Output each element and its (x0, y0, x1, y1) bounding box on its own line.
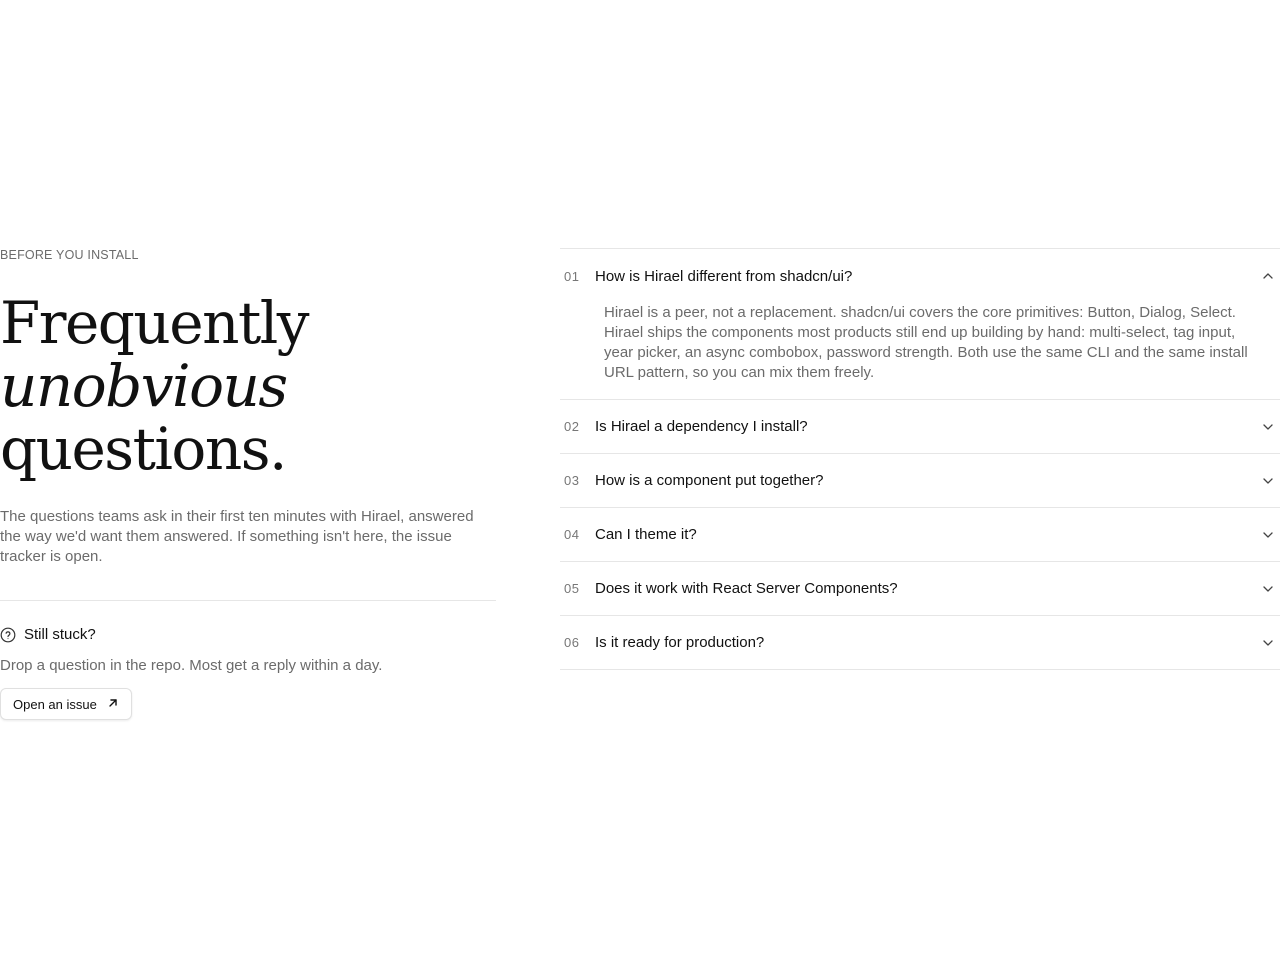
chevron-down-icon (1256, 583, 1280, 595)
faq-question-toggle[interactable] (560, 616, 1280, 669)
chevron-down-icon (1256, 637, 1280, 649)
faq-question: Does it work with React Server Components? (595, 580, 898, 597)
help-circle-icon (0, 627, 16, 643)
faq-question-toggle[interactable] (560, 454, 1280, 507)
faq-number: 06 (564, 635, 580, 650)
faq-number: 04 (564, 527, 580, 542)
arrow-up-right-icon (107, 697, 119, 712)
faq-question-toggle[interactable] (560, 508, 1280, 561)
faq-question-toggle[interactable] (560, 562, 1280, 615)
chevron-down-icon (1256, 529, 1280, 541)
faq-question-toggle[interactable] (560, 400, 1280, 453)
faq-item (560, 453, 1280, 507)
eyebrow: BEFORE YOU INSTALL (0, 248, 139, 262)
help-title: Still stuck? (24, 626, 96, 643)
faq-item (560, 615, 1280, 669)
faq-number: 05 (564, 581, 580, 596)
faq-question-toggle[interactable] (560, 249, 1280, 303)
headline-line-3: questions. (0, 415, 286, 483)
faq-question: Can I theme it? (595, 526, 697, 543)
faq-accordion (560, 248, 1280, 670)
faq-question: Is it ready for production? (595, 634, 765, 651)
open-issue-label: Open an issue (13, 696, 97, 712)
faq-item (560, 561, 1280, 615)
faq-intro (0, 248, 496, 720)
faq-item (560, 507, 1280, 561)
headline-line-1: Frequently (0, 289, 309, 357)
chevron-up-icon (1256, 270, 1280, 282)
faq-number: 01 (564, 268, 580, 284)
faq-answer: Hirael is a peer, not a replacement. shadcn/ui covers the core primitives: Button, Dialog, Select. Hirael ships the components most products still end up building by hand: multi-select, tag input, year picker, an async combobox, password strength. Both use the same CLI and the same install URL pattern, so you can mix them freely. (604, 304, 1248, 381)
faq-item (560, 399, 1280, 453)
headline-line-2: unobvious (0, 352, 287, 420)
divider (0, 600, 496, 601)
faq-number: 02 (564, 419, 580, 434)
help-heading (0, 626, 496, 643)
chevron-down-icon (1256, 421, 1280, 433)
faq-question: Is Hirael a dependency I install? (595, 418, 808, 435)
faq-item (560, 249, 1280, 399)
open-issue-button[interactable] (0, 688, 132, 720)
faq-question: How is Hirael different from shadcn/ui? (595, 267, 853, 285)
faq-question: How is a component put together? (595, 472, 824, 489)
faq-number: 03 (564, 473, 580, 488)
intro-description: The questions teams ask in their first ten minutes with Hirael, answered the way we'd want them answered. If something isn't here, the issue tracker is open. (0, 508, 474, 565)
chevron-down-icon (1256, 475, 1280, 487)
page-title (0, 289, 496, 483)
help-text: Drop a question in the repo. Most get a reply within a day. (0, 657, 383, 674)
